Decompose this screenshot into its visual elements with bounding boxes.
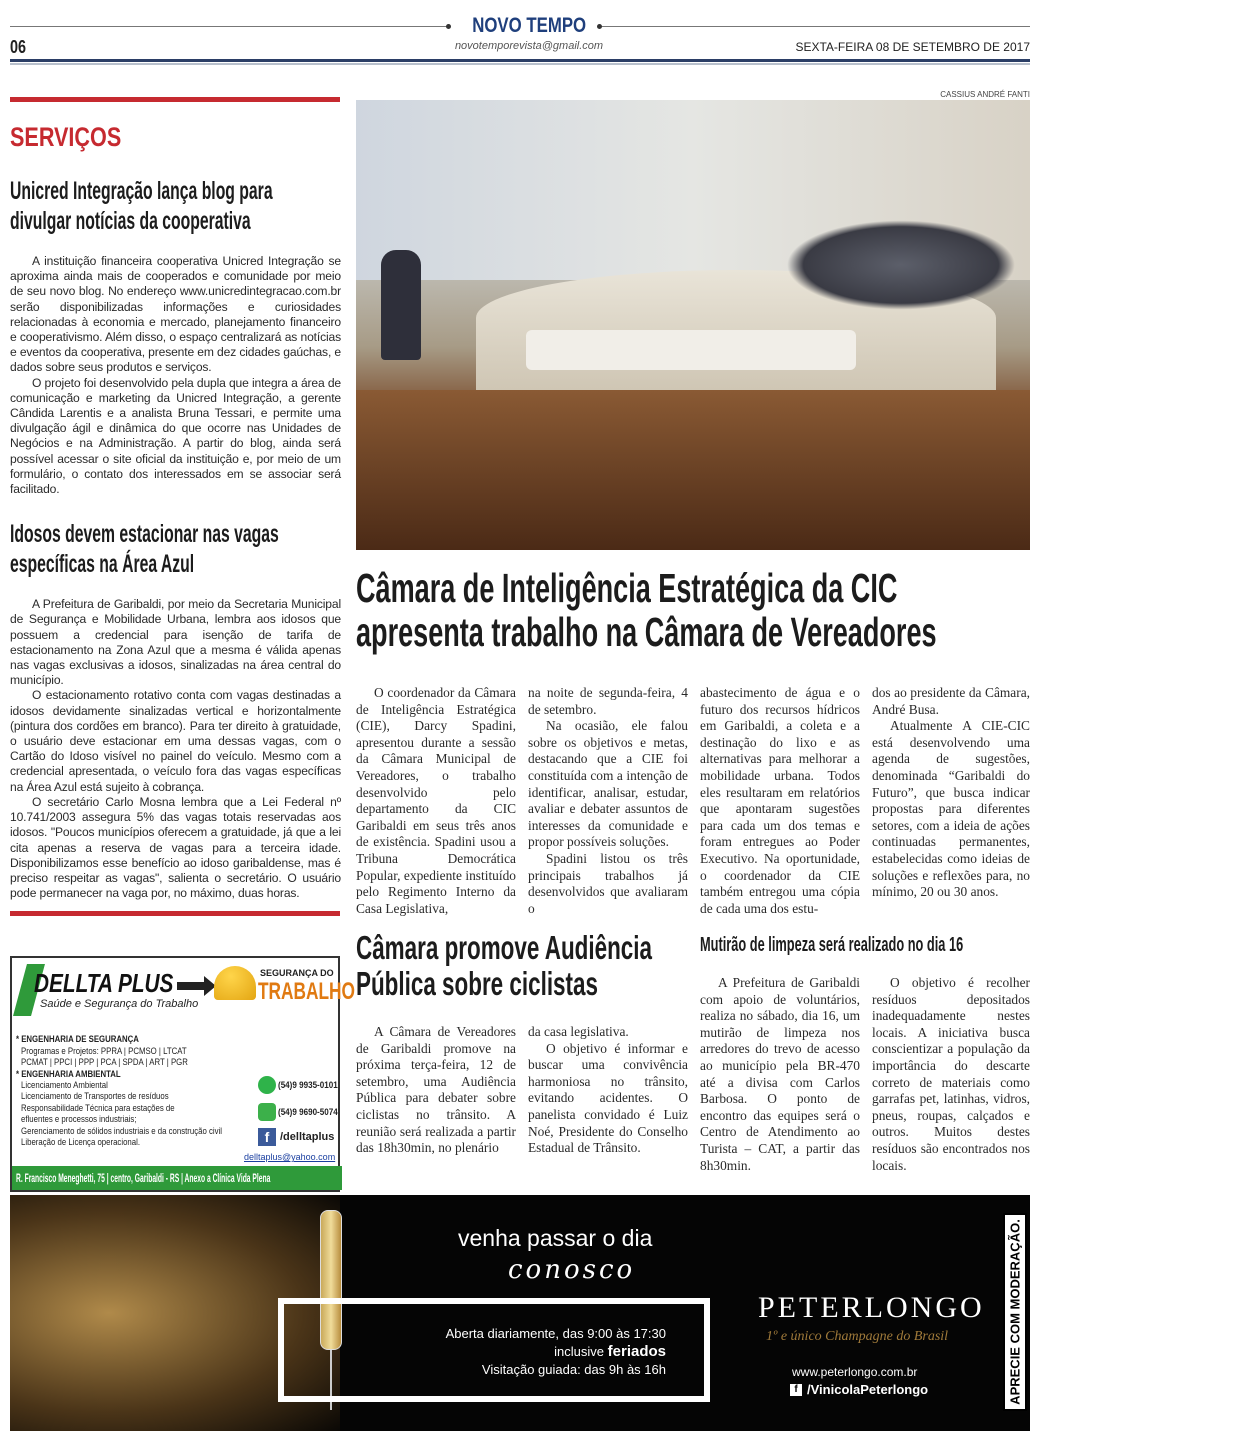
headline-line: apresenta trabalho na Câmara de Vereadores [356,609,937,655]
masthead [0,14,1058,38]
dellta-plus-ad[interactable] [10,956,355,1192]
headline-line: Unicred Integração lança blog para [10,177,273,205]
paragraph: Spadini listou os três principais trabalhos já desenvolvidos que avaliaram o [528,850,688,916]
article1-headline [10,176,341,236]
arrow-icon [177,982,205,990]
left-column [10,97,355,1192]
main-column-1 [356,685,516,917]
paragraph: O estacionamento rotativo conta com vagas destinadas a idosos devidamente sinalizadas vertical e horizontalmente (pintura dos cordões em branco). Para ter direito à gratuidade, o usuário deve estacionar em uma dessas vagas, com o Cartão do Idoso visível no painel do veículo. Mesmo com a credencial apresentada, o veículo fora das vagas específicas na Área Azul está sujeito à cobrança. [10,688,341,794]
paragraph: na noite de segunda-feira, 4 de setembro. [528,685,688,717]
service-line: Liberação de Licença operacional. [21,1136,141,1147]
facebook-handle[interactable]: /delltaplus [280,1131,335,1144]
ad-line1: venha passar o dia [458,1225,653,1251]
dellta-address-bar [12,1166,342,1190]
section-bar-bottom [10,911,340,916]
paragraph: O objetivo é informar e buscar uma convivência harmoniosa no trânsito, evitando acidentes. O panelista convidado é Luiz Noé, Presidente do Conselho Estadual de Trânsito. [528,1040,688,1156]
article4-headline [700,933,1111,958]
article4-column-2 [872,975,1030,1174]
warning-text: APRECIE COM MODERAÇÃO. [1007,1219,1023,1405]
hours-text: Aberta diariamente, das 9:00 às 17:30 [445,1326,666,1341]
section-title [10,122,341,156]
dellta-email[interactable]: delltaplus@yahoo.com [244,1152,336,1163]
service-heading: * ENGENHARIA AMBIENTAL [16,1068,121,1079]
paragraph: da casa legislativa. [528,1024,629,1039]
brand-text: DELLTA PLUS [34,968,174,999]
headline-text: Mutirão de limpeza será realizado no dia 16 [700,934,964,956]
paragraph: O coordenador da Câmara de Inteligência Estratégica (CIE), Darcy Spadini, apresentou durante a sessão da Câmara Municipal de Vereadores, o trabalho desenvolvido pelo departamento da CIC Garibaldi em seus três anos de existência. Spadini usou a Tribuna Democrática Popular, expediente instituído pelo Regimento Interno da Casa Legislativa, [356,685,516,916]
article3-column-1 [356,1024,516,1157]
paragraph: A instituição financeira cooperativa Unicred Integração se aproxima ainda mais de cooperados e comunidade por meio de seu novo blog. No endereço www.unicredintegracao.com.br serão disponibilizadas informações e curiosidades relacionadas à economia e mercado, planejamento financeiro e cooperativismo. Além disso, o espaço centralizará as notícias e eventos da cooperativa, presente em dez cidades gaúchas, e dados sobre seus produtos e serviços. [10,254,341,375]
photo-desk [526,330,856,370]
dellta-services [16,1034,222,1148]
page-number-text: 06 [10,37,27,57]
paragraph: O projeto foi desenvolvido pela dupla que integra a área de comunicação e marketing da Unicred Integração, a gerente Cândida Larentis e a analista Bruna Tessari, e permite uma divulgação ágil e dinâmica do que ocorre nas Unidades de Negócios e na Administração. A partir do blog, ainda será possível acessar o site oficial da instituição e, por meio de um formulário, o contato dos interessados em se associar será facilitado. [10,375,341,497]
service-heading: * ENGENHARIA DE SEGURANÇA [16,1034,139,1045]
paragraph: A Prefeitura de Garibaldi, por meio da Secretaria Municipal de Segurança e Mobilidade Urbana, lembra aos idosos que possuem a credencial para isenção de tarifa de estacionamento na Zona Azul que a mesma é válida apenas nas vagas exclusivas a idosos, sinalizadas na área central do município. [10,597,341,688]
peterlongo-logo: PETERLONGO [758,1291,985,1324]
article1-body [10,254,341,497]
headline-line: Pública sobre ciclistas [356,965,598,1002]
whatsapp-icon [258,1076,276,1094]
dellta-tagline: Saúde e Segurança do Trabalho [40,998,199,1011]
visits-text: Visitação guiada: das 9h às 16h [481,1362,666,1377]
header-divider [10,59,1030,62]
article3-column-2 [528,1024,688,1157]
main-column-3 [700,685,860,917]
headline-line: específicas na Área Azul [10,550,195,579]
facebook-icon: f [258,1128,276,1146]
facebook-icon: f [790,1384,802,1396]
service-line: Gerenciamento de sólidos industriais e da construção civil [21,1125,223,1136]
phone-icon [258,1103,276,1121]
photo-credit: CASSIUS ANDRÉ FANTI [940,90,1030,99]
holidays-prefix: inclusive [554,1344,605,1359]
paragraph: abastecimento de água e o futuro dos recursos hídricos em Garibaldi, a coleta e a destinação do lixo e as alternativas para melhorar a mobilidade urbana. Todos eles resultaram em relatórios que apontaram sugestões para cada um dos temas e foram entregues ao Poder Executivo. Na oportunidade, o coordenador da CIE também entregou uma cópia de cada uma dos estu- [700,685,860,916]
photo-floor [356,390,1030,550]
phone-number: (54)9 9690-5074 [278,1107,338,1119]
article2-headline [10,519,341,579]
badge-main-text: TRABALHO [258,978,355,1006]
service-line: Responsabilidade Técnica para estações de [21,1102,175,1113]
service-line: PCMAT | PPCI | PPP | PCA | SPDA | ART | PGR [21,1057,188,1068]
service-line: Licenciamento Ambiental [21,1079,108,1090]
paragraph: A Câmara de Vereadores de Garibaldi promove na próxima terça-feira, 12 de setembro, uma Audiência Pública para debater sobre ciclistas no trânsito. A reunião será realizada a partir das 18h30min, no plenário [356,1024,516,1156]
hours-block [290,1325,666,1379]
paragraph: O secretário Carlo Mosna lembra que a Lei Federal nº 10.741/2003 assegura 5% das vagas totais reservadas aos idosos. "Poucos municípios oferecem a gratuidade, já que a lei cita apenas a reserva de vagas para a terceira idade. Disponibilizamos esse benefício ao idoso garibaldense, mas é preciso respeitar as vagas", salienta o secretário. O usuário pode permanecer na vaga por, no máximo, duas horas. [10,794,341,901]
section-title-text: SERVIÇOS [10,122,122,152]
council-session-photo [356,100,1030,549]
headline-line: Câmara promove Audiência [356,929,652,966]
masthead-text: NOVO TEMPO [472,14,586,37]
header-email: novotemporevista@gmail.com [454,40,604,52]
holidays-text: feriados [607,1343,666,1360]
paragraph: A Prefeitura de Garibaldi com apoio de voluntários, realiza no sábado, dia 16, um mutirão de limpeza nos arredores do trevo de acesso ao município pela BR-470 até a divisa com Carlos Barbosa. O ponto de encontro das equipes será o Centro de Atendimento ao Turista – CAT, a partir das 8h30min. [700,975,860,1173]
service-line: efluentes e processos industriais; [21,1114,137,1125]
header-date: SEXTA-FEIRA 08 DE SETEMBRO DE 2017 [795,40,1030,54]
service-line: Programas e Projetos: PPRA | PCMSO | LTCAT [21,1045,187,1056]
article4-column-1 [700,975,860,1174]
main-headline [356,566,1236,654]
paragraph: Na ocasião, ele falou sobre os objetivos e metas, destacando que a CIE foi constituída com a intenção de identificar, analisar, estudar, avaliar e debater assuntos de interesses da comunidade e propor possíveis soluções. [528,718,688,850]
peterlongo-ad[interactable] [10,1195,1030,1431]
warning-box [1003,1213,1027,1411]
paragraph: Atualmente A CIE-CIC está desenvolvendo uma agenda de sugestões, denominada “Garibaldi do Futuro”, que busca indicar propostas para diferentes setores, com a ideia de ações continuadas permanentes, estabelecidas como ideias de soluções e reflexões para, no mínimo, 20 ou 30 anos. [872,718,1030,900]
whatsapp-number: (54)9 9935-0101 [278,1080,338,1092]
main-column-4 [872,685,1030,901]
badge-top: SEGURANÇA DO [260,968,334,979]
header-divider-light [10,63,1030,65]
main-column-2 [528,685,688,917]
address-text: R. Francisco Meneghetti, 75 | centro, Garibaldi - RS | Anexo a Clínica Vida Plena [16,1171,271,1186]
ad-line2: conosco [508,1255,636,1285]
photo-speaker [381,250,421,360]
peterlongo-website[interactable]: www.peterlongo.com.br [792,1365,918,1379]
headline-line: divulgar notícias da cooperativa [10,207,251,235]
paragraph: dos ao presidente da Câmara, André Busa. [872,685,1030,717]
paragraph: O objetivo é recolher resíduos depositados inadequadamente nestes locais. A iniciativa busca conscientizar a população da importância do descarte correto de materiais como garrafas pet, latinhas, vidros, pneus, roupas, calçados e outros. Muitos destes resíduos são encontrados nos locais. [872,975,1030,1173]
section-bar [10,97,340,102]
article2-body [10,597,341,901]
hard-hat-icon [214,966,256,1000]
headline-line: Câmara de Inteligência Estratégica da CIC [356,565,898,611]
peterlongo-slogan: 1º e único Champagne do Brasil [766,1329,949,1344]
photo-audience [786,220,1016,310]
headline-line: Idosos devem estacionar nas vagas [10,520,279,549]
service-line: Licenciamento de Transportes de resíduos [21,1091,169,1102]
peterlongo-facebook[interactable]: /VinicolaPeterlongo [807,1382,929,1397]
